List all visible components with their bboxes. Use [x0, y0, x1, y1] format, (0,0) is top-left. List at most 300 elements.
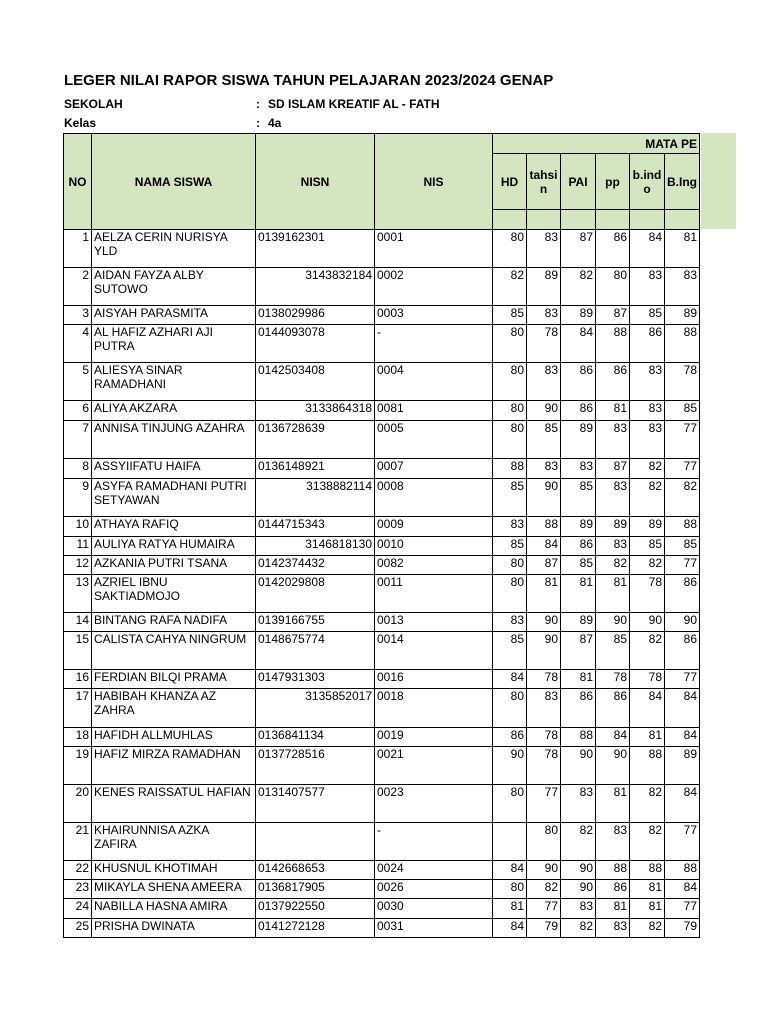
cell-no: 14	[64, 613, 92, 632]
cell-score: 82	[630, 556, 665, 575]
cell-score: 82	[493, 268, 527, 306]
cell-nisn: 0131407577	[256, 785, 375, 823]
cell-score: 77	[665, 421, 700, 459]
cell-nama: HABIBAH KHANZA AZ ZAHRA	[92, 689, 256, 728]
cell-score: 77	[665, 670, 700, 689]
cell-nis: 0014	[375, 632, 493, 670]
cell-score: 89	[665, 747, 700, 785]
cell-nama: FERDIAN BILQI PRAMA	[92, 670, 256, 689]
cell-score: 89	[561, 421, 596, 459]
cell-score: 86	[561, 363, 596, 401]
cell-nisn: 3143832184	[256, 268, 375, 306]
cell-nis: -	[375, 823, 493, 861]
cell-nisn: 0137922550	[256, 899, 375, 919]
cell-score: 80	[493, 785, 527, 823]
cell-score: 85	[527, 421, 561, 459]
cell-nis: 0003	[375, 306, 493, 325]
cell-nama: ASYFA RAMADHANI PUTRI SETYAWAN	[92, 479, 256, 517]
cell-score: 85	[493, 632, 527, 670]
cell-no: 15	[64, 632, 92, 670]
table-row	[64, 306, 700, 325]
cell-score: 82	[630, 823, 665, 861]
header-subject-bindo-text: b.indo	[632, 167, 662, 196]
cell-score: 90	[527, 479, 561, 517]
cell-no: 2	[64, 268, 92, 306]
cell-score: 82	[596, 556, 630, 575]
cell-nisn: 0141272128	[256, 919, 375, 938]
cell-nis: 0013	[375, 613, 493, 632]
cell-nisn: 3135852017	[256, 689, 375, 728]
cell-nama: AELZA CERIN NURISYA YLD	[92, 230, 256, 268]
table-row	[64, 728, 700, 747]
cell-nama: KENES RAISSATUL HAFIAN	[92, 785, 256, 823]
cell-nama: HAFIZ MIRZA RAMADHAN	[92, 747, 256, 785]
cell-score: 77	[665, 823, 700, 861]
cell-score: 86	[561, 537, 596, 556]
cell-nisn: 0142374432	[256, 556, 375, 575]
cell-score: 83	[527, 306, 561, 325]
cell-nama: ASSYIIFATU HAIFA	[92, 459, 256, 479]
cell-nama: AISYAH PARASMITA	[92, 306, 256, 325]
table-row	[64, 919, 700, 938]
cell-score: 83	[596, 421, 630, 459]
info-value: 4a	[268, 116, 282, 130]
cell-score: 83	[561, 899, 596, 919]
header-spacer	[561, 210, 596, 230]
cell-score: 88	[665, 325, 700, 363]
cell-no: 7	[64, 421, 92, 459]
cell-no: 16	[64, 670, 92, 689]
cell-score: 84	[630, 230, 665, 268]
info-label: Kelas	[64, 116, 97, 130]
cell-score	[493, 823, 527, 861]
cell-score: 83	[665, 268, 700, 306]
cell-score: 77	[527, 899, 561, 919]
cell-score: 86	[493, 728, 527, 747]
cell-score: 80	[493, 575, 527, 613]
cell-score: 90	[561, 861, 596, 880]
table-row	[64, 575, 700, 613]
cell-nama: PRISHA DWINATA	[92, 919, 256, 938]
cell-score: 83	[493, 517, 527, 537]
cell-nis: 0001	[375, 230, 493, 268]
cell-score: 90	[527, 861, 561, 880]
cell-nisn: 0136841134	[256, 728, 375, 747]
cell-nama: KHAIRUNNISA AZKA ZAFIRA	[92, 823, 256, 861]
cell-score: 89	[561, 613, 596, 632]
cell-score: 88	[493, 459, 527, 479]
cell-nama: AL HAFIZ AZHARI AJI PUTRA	[92, 325, 256, 363]
cell-score: 83	[493, 613, 527, 632]
header-subject-pp: pp	[596, 154, 630, 210]
cell-score: 83	[630, 421, 665, 459]
cell-nama: NABILLA HASNA AMIRA	[92, 899, 256, 919]
cell-no: 8	[64, 459, 92, 479]
cell-nisn: 0138029986	[256, 306, 375, 325]
cell-score: 82	[630, 632, 665, 670]
cell-score: 90	[527, 632, 561, 670]
cell-no: 6	[64, 401, 92, 421]
header-nama: NAMA SISWA	[92, 134, 256, 230]
cell-score: 90	[630, 613, 665, 632]
cell-no: 20	[64, 785, 92, 823]
cell-score: 83	[561, 785, 596, 823]
cell-nis: 0007	[375, 459, 493, 479]
header-no: NO	[64, 134, 92, 230]
cell-nama: AZRIEL IBNU SAKTIADMOJO	[92, 575, 256, 613]
cell-nis: 0019	[375, 728, 493, 747]
cell-no: 11	[64, 537, 92, 556]
cell-score: 88	[630, 861, 665, 880]
cell-score: 83	[630, 363, 665, 401]
cell-score: 81	[561, 575, 596, 613]
cell-score: 80	[493, 689, 527, 728]
header-spacer	[527, 210, 561, 230]
cell-score: 85	[561, 556, 596, 575]
cell-score: 86	[596, 230, 630, 268]
cell-score: 83	[527, 689, 561, 728]
header-fill-extension	[701, 133, 736, 229]
cell-nis: 0004	[375, 363, 493, 401]
cell-no: 24	[64, 899, 92, 919]
cell-score: 85	[665, 401, 700, 421]
cell-score: 81	[630, 728, 665, 747]
cell-nama: CALISTA CAHYA NINGRUM	[92, 632, 256, 670]
cell-nisn: 0136817905	[256, 880, 375, 899]
cell-nama: MIKAYLA SHENA AMEERA	[92, 880, 256, 899]
cell-score: 77	[665, 556, 700, 575]
cell-score: 87	[527, 556, 561, 575]
cell-nis: 0082	[375, 556, 493, 575]
cell-no: 18	[64, 728, 92, 747]
header-subject-bindo	[630, 154, 665, 210]
cell-score: 84	[665, 880, 700, 899]
cell-score: 78	[527, 325, 561, 363]
cell-score: 86	[561, 689, 596, 728]
table-row	[64, 689, 700, 728]
cell-score: 89	[527, 268, 561, 306]
cell-nis: 0002	[375, 268, 493, 306]
cell-score: 83	[596, 537, 630, 556]
cell-nis: 0018	[375, 689, 493, 728]
grade-table-body	[64, 230, 700, 938]
cell-nisn: 3138882114	[256, 479, 375, 517]
table-row	[64, 537, 700, 556]
cell-no: 25	[64, 919, 92, 938]
header-mata-pelajaran: MATA PE	[493, 134, 700, 154]
table-row	[64, 230, 700, 268]
table-row	[64, 268, 700, 306]
cell-score: 86	[665, 575, 700, 613]
cell-score: 81	[665, 230, 700, 268]
cell-score: 78	[596, 670, 630, 689]
cell-nisn: 0139162301	[256, 230, 375, 268]
cell-score: 85	[493, 537, 527, 556]
cell-nis: 0030	[375, 899, 493, 919]
cell-score: 85	[630, 537, 665, 556]
table-row	[64, 747, 700, 785]
table-row	[64, 861, 700, 880]
cell-score: 81	[493, 899, 527, 919]
header-spacer	[596, 210, 630, 230]
header-spacer	[630, 210, 665, 230]
cell-nisn: 0148675774	[256, 632, 375, 670]
cell-nisn	[256, 823, 375, 861]
cell-score: 80	[493, 325, 527, 363]
cell-score: 81	[596, 899, 630, 919]
cell-score: 90	[527, 613, 561, 632]
cell-no: 13	[64, 575, 92, 613]
cell-no: 17	[64, 689, 92, 728]
cell-score: 84	[493, 919, 527, 938]
cell-score: 82	[561, 268, 596, 306]
header-spacer	[493, 210, 527, 230]
cell-score: 78	[630, 670, 665, 689]
cell-score: 83	[527, 230, 561, 268]
cell-score: 87	[596, 306, 630, 325]
cell-score: 88	[630, 747, 665, 785]
cell-score: 78	[527, 747, 561, 785]
cell-score: 84	[630, 689, 665, 728]
cell-score: 83	[561, 459, 596, 479]
cell-score: 84	[493, 861, 527, 880]
table-row	[64, 479, 700, 517]
cell-score: 82	[665, 479, 700, 517]
cell-nis: 0023	[375, 785, 493, 823]
cell-no: 12	[64, 556, 92, 575]
header-subject-tahsin-text: tahsin	[529, 167, 558, 196]
cell-nisn: 0142029808	[256, 575, 375, 613]
table-row	[64, 325, 700, 363]
cell-score: 80	[493, 401, 527, 421]
cell-nisn: 0144715343	[256, 517, 375, 537]
cell-nama: BINTANG RAFA NADIFA	[92, 613, 256, 632]
cell-nisn: 0136728639	[256, 421, 375, 459]
cell-score: 81	[596, 575, 630, 613]
cell-nisn: 0144093078	[256, 325, 375, 363]
cell-score: 90	[561, 747, 596, 785]
cell-score: 87	[561, 230, 596, 268]
cell-score: 85	[561, 479, 596, 517]
info-value: SD ISLAM KREATIF AL - FATH	[268, 97, 440, 111]
cell-score: 84	[665, 785, 700, 823]
cell-score: 80	[596, 268, 630, 306]
cell-score: 88	[596, 861, 630, 880]
cell-score: 82	[527, 880, 561, 899]
cell-score: 82	[630, 479, 665, 517]
cell-nis: 0005	[375, 421, 493, 459]
cell-score: 83	[596, 823, 630, 861]
cell-nama: HAFIDH ALLMUHLAS	[92, 728, 256, 747]
cell-score: 84	[665, 728, 700, 747]
cell-score: 80	[493, 230, 527, 268]
cell-nis: 0010	[375, 537, 493, 556]
cell-no: 1	[64, 230, 92, 268]
header-subject-pai: PAI	[561, 154, 596, 210]
cell-score: 90	[596, 747, 630, 785]
table-row	[64, 421, 700, 459]
cell-score: 82	[630, 919, 665, 938]
cell-nis: 0021	[375, 747, 493, 785]
table-row	[64, 632, 700, 670]
info-colon: :	[256, 97, 260, 111]
cell-no: 23	[64, 880, 92, 899]
cell-score: 85	[665, 537, 700, 556]
cell-score: 84	[561, 325, 596, 363]
cell-score: 87	[561, 632, 596, 670]
cell-nama: AULIYA RATYA HUMAIRA	[92, 537, 256, 556]
cell-score: 77	[665, 899, 700, 919]
cell-score: 84	[665, 689, 700, 728]
cell-score: 86	[561, 401, 596, 421]
table-row	[64, 899, 700, 919]
cell-score: 86	[665, 632, 700, 670]
cell-score: 81	[596, 401, 630, 421]
cell-score: 82	[561, 919, 596, 938]
table-row	[64, 785, 700, 823]
cell-nisn: 0139166755	[256, 613, 375, 632]
cell-nis: 0026	[375, 880, 493, 899]
header-subject-hd: HD	[493, 154, 527, 210]
table-row	[64, 670, 700, 689]
cell-nis: 0081	[375, 401, 493, 421]
cell-score: 89	[665, 306, 700, 325]
cell-score: 79	[527, 919, 561, 938]
cell-score: 84	[493, 670, 527, 689]
header-subject-bing: B.Ing	[665, 154, 700, 210]
cell-score: 80	[493, 421, 527, 459]
cell-nis: 0008	[375, 479, 493, 517]
cell-score: 78	[527, 728, 561, 747]
cell-score: 86	[596, 363, 630, 401]
table-row	[64, 517, 700, 537]
cell-nama: ANNISA TINJUNG AZAHRA	[92, 421, 256, 459]
cell-score: 88	[596, 325, 630, 363]
cell-score: 83	[630, 401, 665, 421]
header-spacer	[665, 210, 700, 230]
cell-nis: 0016	[375, 670, 493, 689]
cell-nama: KHUSNUL KHOTIMAH	[92, 861, 256, 880]
cell-nama: ALIYA AKZARA	[92, 401, 256, 421]
cell-nama: ATHAYA RAFIQ	[92, 517, 256, 537]
cell-score: 89	[561, 306, 596, 325]
cell-score: 85	[493, 479, 527, 517]
cell-score: 89	[630, 517, 665, 537]
cell-nis: 0009	[375, 517, 493, 537]
cell-score: 80	[493, 363, 527, 401]
info-kelas	[64, 116, 282, 130]
cell-no: 4	[64, 325, 92, 363]
cell-nis: 0024	[375, 861, 493, 880]
cell-score: 81	[630, 899, 665, 919]
cell-score: 85	[630, 306, 665, 325]
cell-nisn: 0137728516	[256, 747, 375, 785]
cell-score: 90	[527, 401, 561, 421]
cell-score: 83	[596, 919, 630, 938]
table-row	[64, 880, 700, 899]
cell-score: 80	[493, 556, 527, 575]
cell-score: 85	[596, 632, 630, 670]
table-row	[64, 401, 700, 421]
cell-score: 84	[527, 537, 561, 556]
table-row	[64, 556, 700, 575]
page-title: LEGER NILAI RAPOR SISWA TAHUN PELAJARAN 2023/2024 GENAP	[64, 72, 554, 89]
cell-nis: 0011	[375, 575, 493, 613]
cell-score: 86	[596, 880, 630, 899]
cell-score: 81	[527, 575, 561, 613]
cell-nisn: 0147931303	[256, 670, 375, 689]
cell-score: 87	[596, 459, 630, 479]
cell-score: 84	[596, 728, 630, 747]
cell-nama: ALIESYA SINAR RAMADHANI	[92, 363, 256, 401]
table-row	[64, 459, 700, 479]
cell-nisn: 0136148921	[256, 459, 375, 479]
cell-nisn: 0142668653	[256, 861, 375, 880]
table-row	[64, 363, 700, 401]
table-row	[64, 613, 700, 632]
cell-score: 88	[561, 728, 596, 747]
cell-score: 80	[527, 823, 561, 861]
cell-score: 83	[630, 268, 665, 306]
cell-nisn: 0142503408	[256, 363, 375, 401]
cell-score: 90	[665, 613, 700, 632]
cell-score: 79	[665, 919, 700, 938]
cell-score: 89	[596, 517, 630, 537]
cell-score: 90	[561, 880, 596, 899]
cell-score: 81	[596, 785, 630, 823]
cell-score: 83	[527, 363, 561, 401]
cell-score: 88	[665, 861, 700, 880]
cell-nama: AZKANIA PUTRI TSANA	[92, 556, 256, 575]
grade-table	[63, 133, 700, 938]
header-nisn: NISN	[256, 134, 375, 230]
cell-score: 81	[630, 880, 665, 899]
cell-score: 86	[596, 689, 630, 728]
cell-nama: AIDAN FAYZA ALBY SUTOWO	[92, 268, 256, 306]
info-sekolah	[64, 97, 440, 111]
cell-score: 77	[665, 459, 700, 479]
cell-no: 3	[64, 306, 92, 325]
cell-no: 21	[64, 823, 92, 861]
cell-score: 88	[665, 517, 700, 537]
cell-score: 89	[561, 517, 596, 537]
cell-score: 88	[527, 517, 561, 537]
cell-score: 82	[561, 823, 596, 861]
cell-score: 81	[561, 670, 596, 689]
cell-no: 10	[64, 517, 92, 537]
cell-nisn: 3133864318	[256, 401, 375, 421]
cell-score: 80	[493, 880, 527, 899]
cell-score: 82	[630, 459, 665, 479]
cell-score: 78	[665, 363, 700, 401]
cell-nis: -	[375, 325, 493, 363]
cell-score: 78	[527, 670, 561, 689]
header-nis: NIS	[375, 134, 493, 230]
cell-score: 77	[527, 785, 561, 823]
cell-score: 82	[630, 785, 665, 823]
table-row	[64, 823, 700, 861]
cell-score: 83	[527, 459, 561, 479]
cell-score: 78	[630, 575, 665, 613]
cell-score: 83	[596, 479, 630, 517]
cell-nisn: 3146818130	[256, 537, 375, 556]
cell-no: 22	[64, 861, 92, 880]
cell-score: 90	[596, 613, 630, 632]
cell-no: 5	[64, 363, 92, 401]
cell-no: 19	[64, 747, 92, 785]
cell-score: 90	[493, 747, 527, 785]
cell-score: 85	[493, 306, 527, 325]
